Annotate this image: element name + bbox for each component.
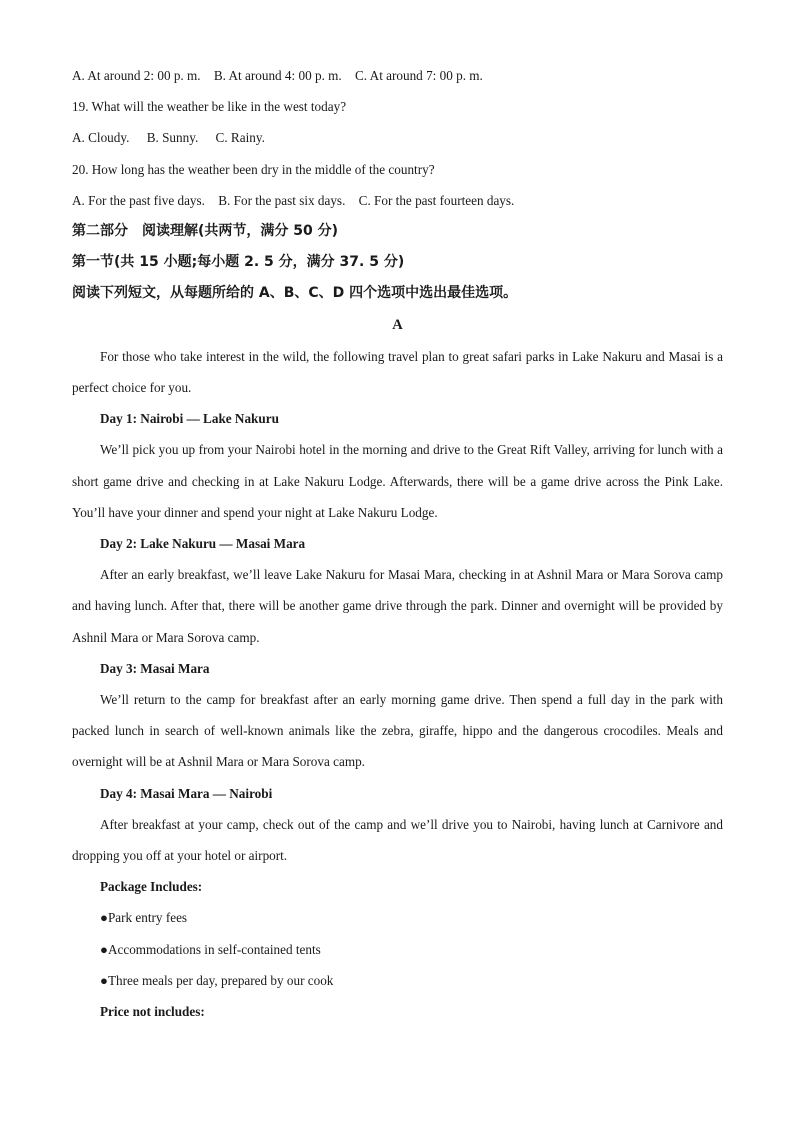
package-item: ●Park entry fees [100, 910, 188, 926]
q19-question: 19. What will the weather be like in the west today? [72, 99, 347, 115]
q20-option-c: C. For the past fourteen days. [358, 192, 515, 208]
part-title: 第二部分 阅读理解(共两节，满分 50 分) [72, 223, 339, 240]
instruction: 阅读下列短文，从每题所给的 A、B、C、D 四个选项中选出最佳选项。 [72, 285, 518, 302]
day-3-title: Day 3: Masai Mara [100, 660, 210, 676]
subsection-title: 第一节(共 15 小题;每小题 2. 5 分，满分 37. 5 分) [72, 254, 405, 271]
day-2-title: Day 2: Lake Nakuru — Masai Mara [100, 536, 306, 552]
passage-label: A [392, 316, 403, 333]
q18-option-c: C. At around 7: 00 p. m. [355, 68, 483, 83]
passage-intro: For those who take interest in the wild, the following travel plan to great safari parks in Lake Nakuru and Masai is a perfect choice for you. [72, 348, 723, 396]
day-3-text: We’ll return to the camp for breakfast after an early morning game drive. Then spend a full day in the park with packed lunch in search of well-known animals like the zebra, giraffe, hippo and the dangerous crocodiles. Meals and overnight will be at Ashnil Mara or Mara Sorova camp. [72, 692, 723, 770]
day-4-title: Day 4: Masai Mara — Nairobi [100, 785, 273, 801]
day-1-text: We’ll pick you up from your Nairobi hotel in the morning and drive to the Great Rift Valley, arriving for lunch with a short game drive and checking in at Lake Nakuru Lodge. Afterwards, there will be a game drive across the Pink Lake. You’ll have your dinner and spend your night at Lake Nakuru Lodge. [72, 442, 723, 520]
day-4-text: After breakfast at your camp, check out of the camp and we’ll drive you to Nairobi, having lunch at Carnivore and dropping you off at your hotel or airport. [72, 816, 723, 864]
q20-option-b: B. For the past six days. [218, 192, 346, 208]
q20-options-row [72, 185, 723, 216]
day-2-text: After an early breakfast, we’ll leave Lake Nakuru for Masai Mara, checking in at Ashnil Mara or Mara Sorova camp and having lunch. After that, there will be another game drive through the park. Dinner and overnight will be provided by Ashnil Mara or Mara Sorova camp. [72, 567, 723, 645]
package-item: ●Accommodations in self-contained tents [100, 941, 321, 957]
day-1-title: Day 1: Nairobi — Lake Nakuru [100, 411, 279, 427]
q18-options-row [72, 60, 723, 91]
price-not-includes-title: Price not includes: [100, 1004, 205, 1020]
q19-option-c: C. Rainy. [215, 130, 265, 146]
q19-options-row [72, 122, 723, 153]
q19-option-a: A. Cloudy. [72, 130, 130, 146]
q18-option-a: A. At around 2: 00 p. m. [72, 68, 201, 83]
q20-question: 20. How long has the weather been dry in the middle of the country? [72, 161, 435, 177]
q19-option-b: B. Sunny. [146, 130, 199, 146]
q18-option-b: B. At around 4: 00 p. m. [213, 68, 342, 83]
exam-page [72, 60, 723, 1027]
q20-option-a: A. For the past five days. [72, 192, 205, 208]
package-item: ●Three meals per day, prepared by our cook [100, 972, 334, 988]
package-includes-title: Package Includes: [100, 879, 203, 895]
